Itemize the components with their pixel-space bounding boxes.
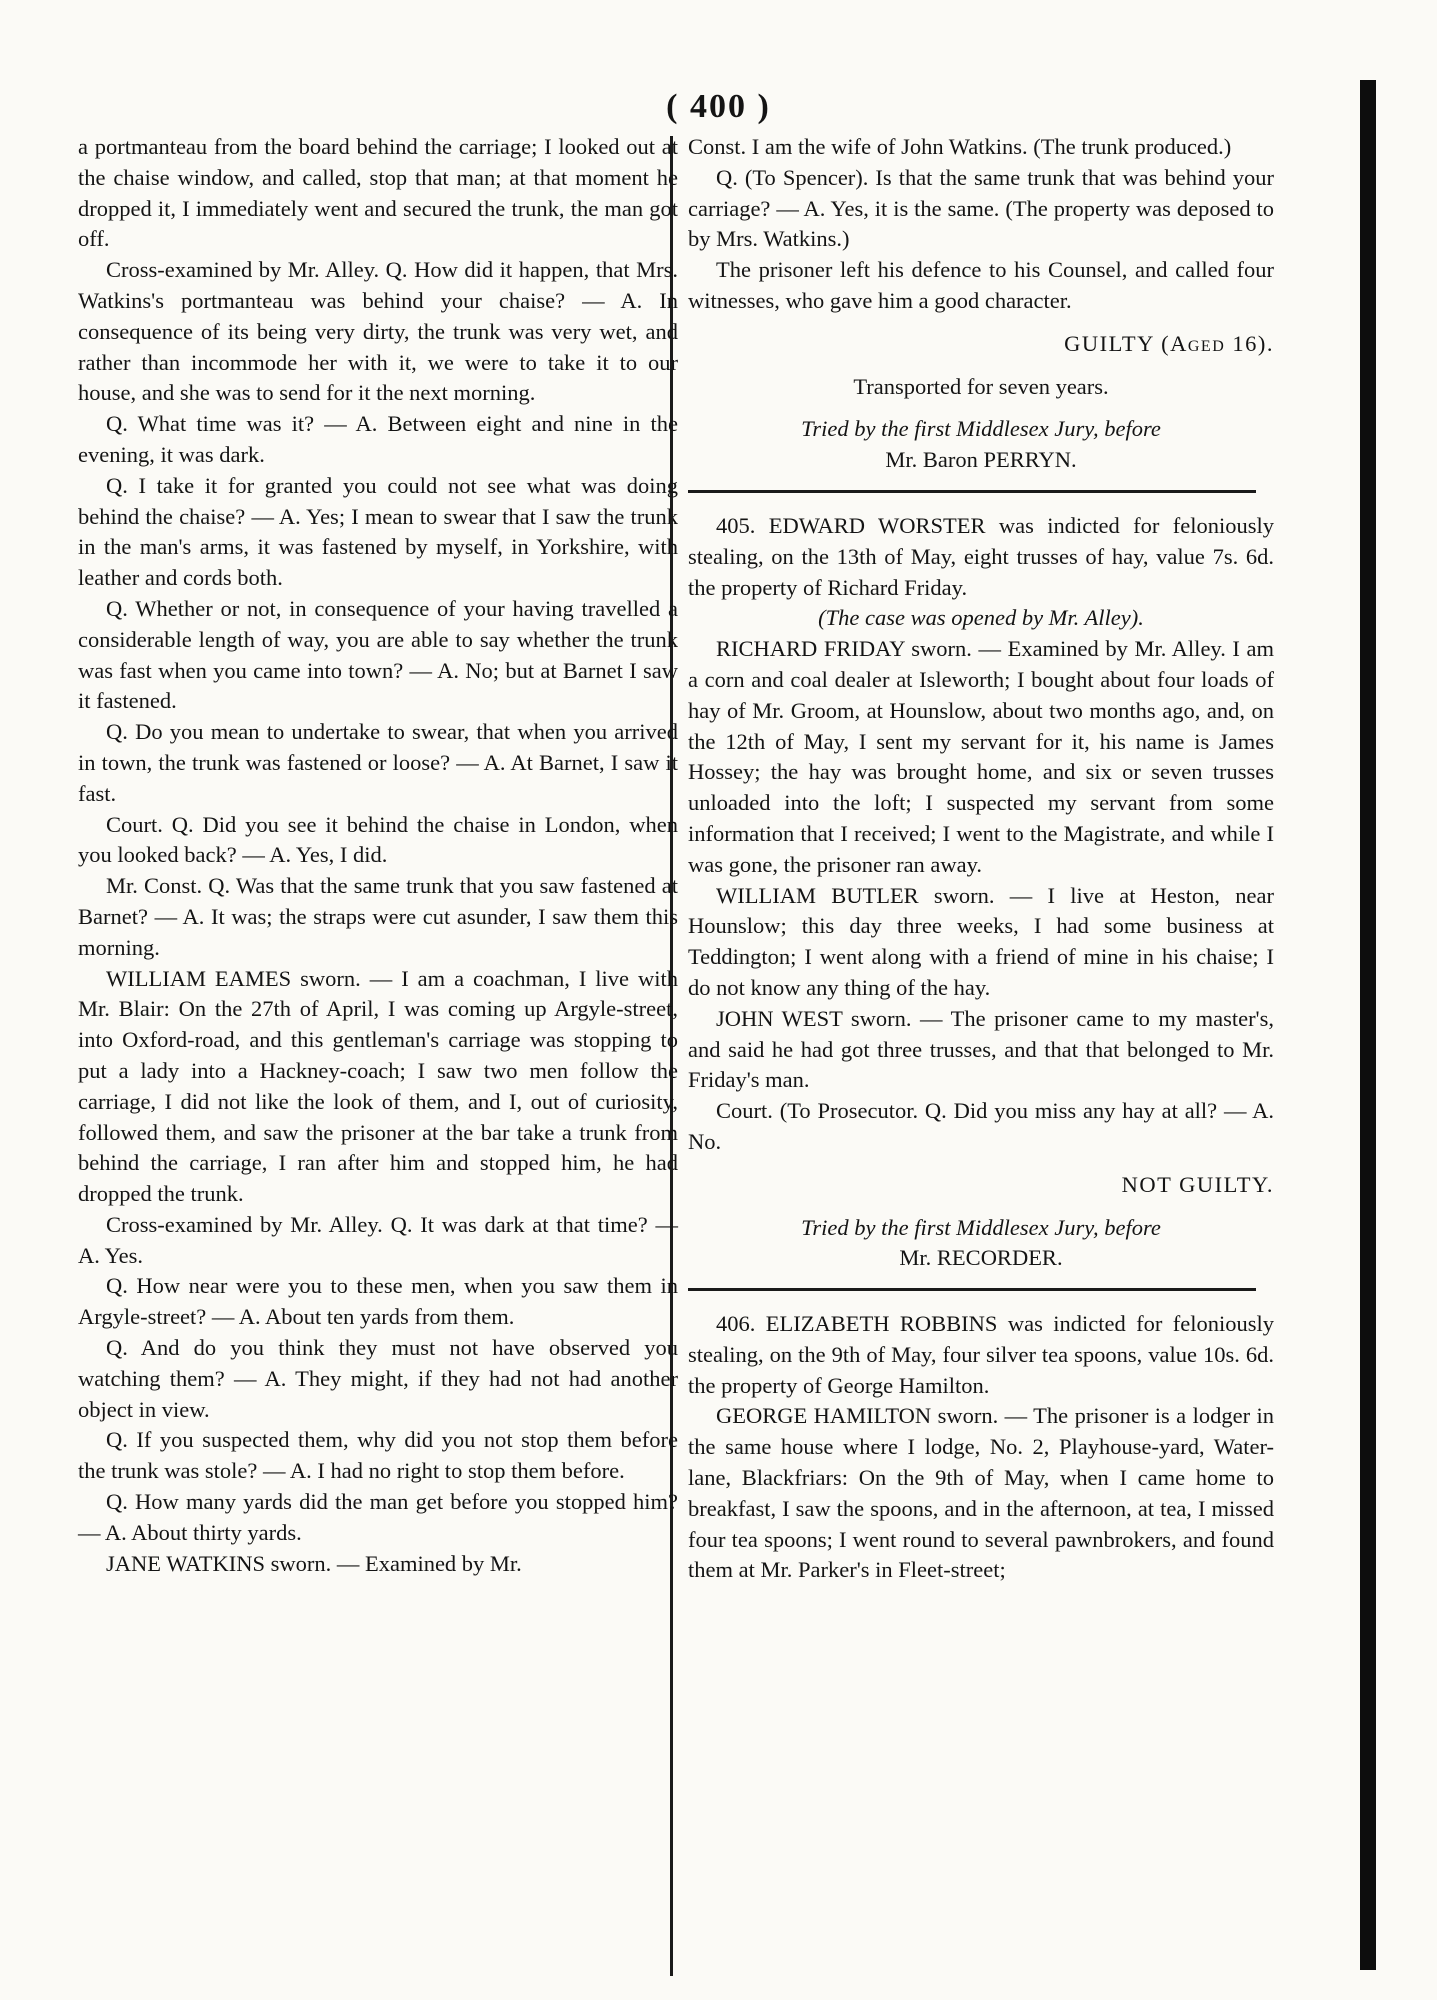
paragraph: Q. How many yards did the man get before you stopped him? — A. About thirty yards. — [78, 1489, 678, 1545]
paragraph: Court. (To Prosecutor. Q. Did you miss any hay at all? — A. No. — [688, 1098, 1274, 1154]
judge-name: Mr. RECORDER. — [899, 1245, 1063, 1271]
witness-paragraph: JANE WATKINS sworn. — Examined by Mr. — [106, 1550, 522, 1576]
binding-edge — [1360, 80, 1376, 1970]
witness-paragraph: JOHN WEST sworn. — The prisoner came to my master's, and said he had got three trusses, and that that belonged to Mr. Friday's man. — [688, 1005, 1274, 1093]
paragraph: a portmanteau from the board behind the carriage; I looked out at the chaise window, and called, stop that man; at that moment he dropped it, I immediately went and secured the trunk, the man got off. — [78, 134, 678, 252]
witness-paragraph: RICHARD FRIDAY sworn. — Examined by Mr. Alley. I am a corn and coal dealer at Isleworth; I bought about four loads of hay of Mr. Groom, at Hounslow, about two months ago, and, on the 12th of May, I sent my servant for it, his name is James Hossey; the hay was brought home, and six or seven trusses unloaded into the loft; I suspected my servant from some information that I received; I went to the Magistrate, and while I was gone, the prisoner ran away. — [688, 636, 1274, 877]
case-separator — [688, 490, 1256, 493]
paragraph: Q. If you suspected them, why did you not stop them before the trunk was stole? — A. I had no right to stop them before. — [78, 1427, 678, 1484]
jury-note: Tried by the first Middlesex Jury, before — [801, 1214, 1161, 1240]
paragraph: Court. Q. Did you see it behind the chaise in London, when you looked back? — A. Yes, I did. — [78, 811, 678, 868]
case-heading-406: 406. ELIZABETH ROBBINS was indicted for feloniously stealing, on the 9th of May, four silver tea spoons, value 10s. 6d. the property of George Hamilton. — [688, 1311, 1274, 1398]
case-note: (The case was opened by Mr. Alley). — [818, 605, 1144, 631]
case-heading-405: 405. EDWARD WORSTER was indicted for feloniously stealing, on the 13th of May, eight trusses of hay, value 7s. 6d. the property of Richard Friday. — [688, 512, 1274, 600]
judge-name: Mr. Baron PERRYN. — [885, 447, 1077, 473]
paragraph: The prisoner left his defence to his Counsel, and called four witnesses, who gave him a good character. — [688, 257, 1274, 313]
verdict: GUILTY (Aged 16). — [1064, 330, 1274, 356]
paragraph: Q. I take it for granted you could not see what was doing behind the chaise? — A. Yes; I mean to swear that I saw the trunk in the man's arms, it was fastened by myself, in Yorkshire, with leather and cords both. — [78, 472, 678, 591]
witness-paragraph: WILLIAM EAMES sworn. — I am a coachman, I live with Mr. Blair: On the 27th of April, I was coming up Argyle-street, into Oxford-road, and this gentleman's carriage was stopping to put a lady into a Hackney-coach; I saw two men follow the carriage, I did not like the look of them, and I, out of curiosity, followed them, and saw the prisoner at the bar take a trunk from behind the carriage, I ran after him and stopped him, he had dropped the trunk. — [78, 965, 678, 1207]
verdict: NOT GUILTY. — [1121, 1171, 1274, 1197]
right-column — [688, 132, 1274, 1586]
paragraph: Q. Whether or not, in consequence of your having travelled a considerable length of way, you are able to say whether the trunk was fast when you came into town? — A. No; but at Barnet I saw it fastened. — [78, 595, 678, 714]
paragraph: Q. And do you think they must not have observed you watching them? — A. They might, if they had not had another object in view. — [78, 1335, 678, 1422]
witness-paragraph: WILLIAM BUTLER sworn. — I live at Heston, near Hounslow; this day three weeks, I had some business at Teddington; I went along with a friend of mine in his chaise; I do not know any thing of the hay. — [688, 882, 1274, 1000]
paragraph: Q. What time was it? — A. Between eight and nine in the evening, it was dark. — [78, 411, 678, 467]
case-separator — [688, 1288, 1256, 1291]
paragraph: Cross-examined by Mr. Alley. Q. It was dark at that time? — A. Yes. — [78, 1211, 678, 1268]
left-column — [78, 132, 678, 1579]
paragraph: Q. (To Spencer). Is that the same trunk that was behind your carriage? — A. Yes, it is the same. (The property was deposed to by Mrs. Watkins.) — [688, 164, 1274, 252]
paragraph: Cross-examined by Mr. Alley. Q. How did it happen, that Mrs. Watkins's portmanteau was behind your chaise? — A. In consequence of its being very dirty, the trunk was very wet, and rather than incommode her with it, we were to take it to our house, and she was to send for it the next morning. — [78, 257, 678, 406]
page-number: ( 400 ) — [666, 88, 771, 125]
sentence: Transported for seven years. — [853, 373, 1109, 399]
paragraph: Q. Do you mean to undertake to swear, that when you arrived in town, the trunk was fastened or loose? — A. At Barnet, I saw it fast. — [78, 719, 678, 806]
paragraph: Const. I am the wife of John Watkins. (The trunk produced.) — [688, 134, 1232, 159]
witness-paragraph: GEORGE HAMILTON sworn. — The prisoner is a lodger in the same house where I lodge, No. 2, Playhouse-yard, Water-lane, Blackfriars: On the 9th of May, when I came home to breakfast, I saw the spoons, and in the afternoon, at tea, I missed four tea spoons; I went round to several pawnbrokers, and found them at Mr. Parker's in Fleet-street; — [688, 1403, 1274, 1583]
paragraph: Mr. Const. Q. Was that the same trunk that you saw fastened at Barnet? — A. It was; the straps were cut asunder, I saw them this morning. — [78, 873, 678, 960]
jury-note: Tried by the first Middlesex Jury, before — [801, 416, 1161, 442]
paragraph: Q. How near were you to these men, when you saw them in Argyle-street? — A. About ten yards from them. — [78, 1273, 678, 1330]
